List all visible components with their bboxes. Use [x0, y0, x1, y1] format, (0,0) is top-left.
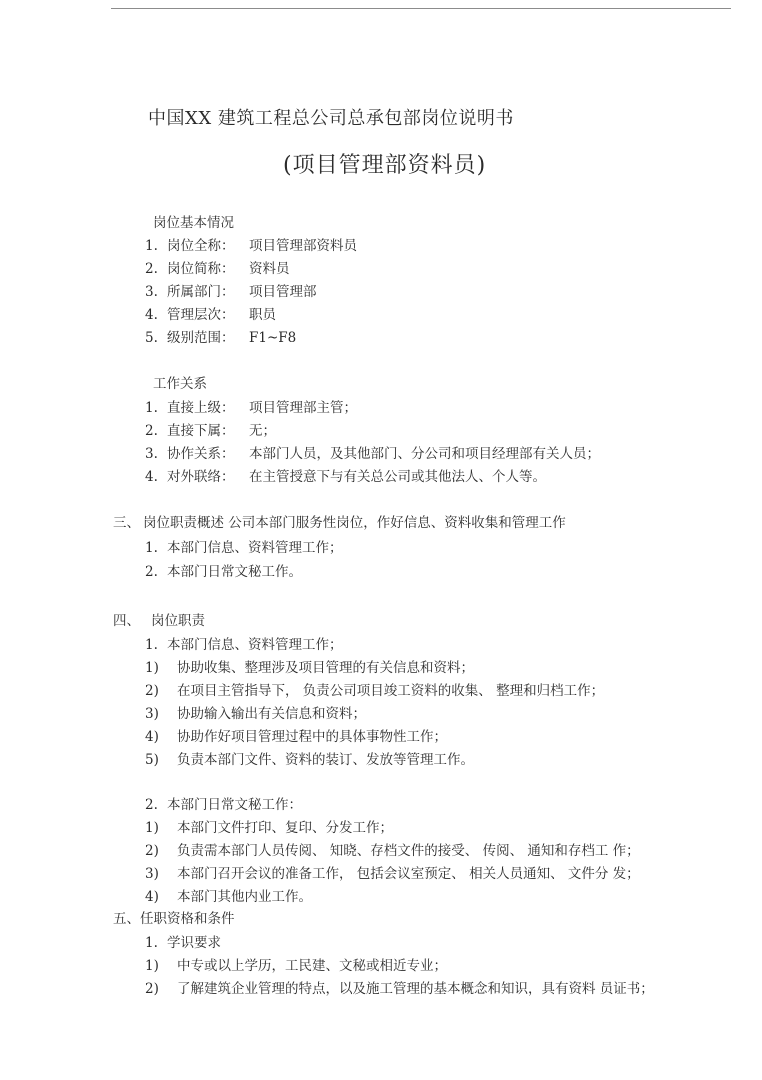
item-number: 2. — [145, 423, 158, 439]
item-number: 2. — [145, 797, 158, 813]
item-value: 职员 — [249, 307, 276, 323]
section-heading-basic-info: 岗位基本情况 — [153, 215, 234, 231]
list-item — [145, 237, 357, 255]
item-text: 了解建筑企业管理的特点，以及施工管理的基本概念和知识，具有资料 员证书； — [177, 981, 654, 997]
list-item — [145, 283, 317, 301]
document-title: 中国XX 建筑工程总公司总承包部岗位说明书 — [148, 108, 514, 129]
section-marker: 四、 — [113, 613, 140, 629]
list-item — [145, 728, 447, 746]
item-number: 1. — [145, 238, 158, 254]
item-text: 本部门信息、资料管理工作； — [167, 540, 343, 556]
item-label: 级别范围： — [167, 330, 235, 346]
item-number: 5. — [145, 330, 158, 346]
item-label: 对外联络： — [167, 469, 235, 485]
item-text: 本部门文件打印、复印、分发工作； — [177, 820, 393, 836]
list-item — [145, 819, 393, 837]
item-value: 项目管理部资料员 — [249, 238, 357, 254]
list-item — [145, 980, 654, 998]
item-text: 学识要求 — [167, 935, 221, 951]
item-number: 1. — [145, 400, 158, 416]
item-number: 3. — [145, 284, 158, 300]
item-number: 2) — [145, 843, 159, 859]
list-item — [145, 422, 276, 440]
item-value: 本部门人员，及其他部门、分公司和项目经理部有关人员； — [249, 446, 600, 462]
item-value: 项目管理部 — [249, 284, 317, 300]
section-heading-work-relations: 工作关系 — [153, 376, 207, 392]
top-rule — [111, 8, 731, 9]
item-number: 2. — [145, 564, 158, 580]
item-number: 2. — [145, 261, 158, 277]
item-text: 协助作好项目管理过程中的具体事物性工作； — [177, 729, 447, 745]
item-label: 协作关系： — [167, 446, 235, 462]
item-number: 3) — [145, 866, 159, 882]
list-item — [145, 563, 302, 581]
section-heading-qualifications: 五、任职资格和条件 — [113, 911, 235, 927]
list-item — [145, 306, 276, 324]
item-number: 5) — [145, 752, 159, 768]
item-number: 3) — [145, 706, 159, 722]
item-text: 本部门日常文秘工作。 — [167, 564, 302, 580]
list-item — [145, 329, 296, 347]
list-item — [145, 865, 640, 883]
sub-heading — [145, 636, 343, 654]
section-marker: 三、 — [113, 515, 140, 531]
item-label: 岗位全称： — [167, 238, 235, 254]
list-item — [145, 659, 474, 677]
section-heading-duties — [113, 612, 205, 630]
item-value: 资料员 — [249, 261, 290, 277]
item-text: 本部门召开会议的准备工作， 包括会议室预定、 相关人员通知、 文件分 发； — [177, 866, 640, 882]
item-number: 4. — [145, 469, 158, 485]
section-title: 岗位职责概述 — [143, 515, 224, 531]
list-item — [145, 445, 600, 463]
item-number: 4) — [145, 729, 159, 745]
item-value: F1~F8 — [249, 330, 297, 346]
sub-heading — [145, 934, 221, 952]
item-text: 本部门其他内业工作。 — [177, 889, 312, 905]
document-subtitle: (项目管理部资料员) — [283, 153, 487, 178]
section-summary: 公司本部门服务性岗位，作好信息、资料收集和管理工作 — [228, 515, 566, 531]
item-text: 本部门信息、资料管理工作； — [167, 637, 343, 653]
list-item — [145, 705, 366, 723]
list-item — [145, 888, 312, 906]
item-label: 直接下属： — [167, 423, 235, 439]
item-text: 协助收集、整理涉及项目管理的有关信息和资料； — [177, 660, 474, 676]
item-value: 无； — [249, 423, 276, 439]
item-number: 1) — [145, 958, 159, 974]
item-number: 1. — [145, 540, 158, 556]
list-item — [145, 682, 604, 700]
item-number: 1) — [145, 660, 159, 676]
list-item — [145, 399, 357, 417]
item-label: 岗位简称： — [167, 261, 235, 277]
item-number: 1) — [145, 820, 159, 836]
section-heading-duty-overview — [113, 514, 566, 532]
item-number: 3. — [145, 446, 158, 462]
item-text: 在项目主管指导下， 负责公司项目竣工资料的收集、 整理和归档工作； — [177, 683, 605, 699]
item-number: 1. — [145, 935, 158, 951]
item-label: 直接上级： — [167, 400, 235, 416]
item-number: 1. — [145, 637, 158, 653]
list-item — [145, 468, 546, 486]
item-number: 2) — [145, 981, 159, 997]
list-item — [145, 539, 343, 557]
item-text: 协助输入输出有关信息和资料； — [177, 706, 366, 722]
item-label: 所属部门： — [167, 284, 235, 300]
list-item — [145, 957, 447, 975]
item-text: 负责本部门文件、资料的装订、发放等管理工作。 — [177, 752, 474, 768]
item-text: 本部门日常文秘工作： — [167, 797, 302, 813]
item-value: 项目管理部主管； — [249, 400, 357, 416]
list-item — [145, 751, 474, 769]
item-number: 4) — [145, 889, 159, 905]
section-title: 岗位职责 — [151, 613, 205, 629]
sub-heading — [145, 796, 302, 814]
item-number: 4. — [145, 307, 158, 323]
list-item — [145, 842, 640, 860]
list-item — [145, 260, 290, 278]
item-number: 2) — [145, 683, 159, 699]
item-text: 中专或以上学历，工民建、文秘或相近专业； — [177, 958, 447, 974]
item-text: 负责需本部门人员传阅、 知晓、存档文件的接受、 传阅、 通知和存档工 作； — [177, 843, 640, 859]
item-value: 在主管授意下与有关总公司或其他法人、个人等。 — [249, 469, 546, 485]
item-label: 管理层次： — [167, 307, 235, 323]
